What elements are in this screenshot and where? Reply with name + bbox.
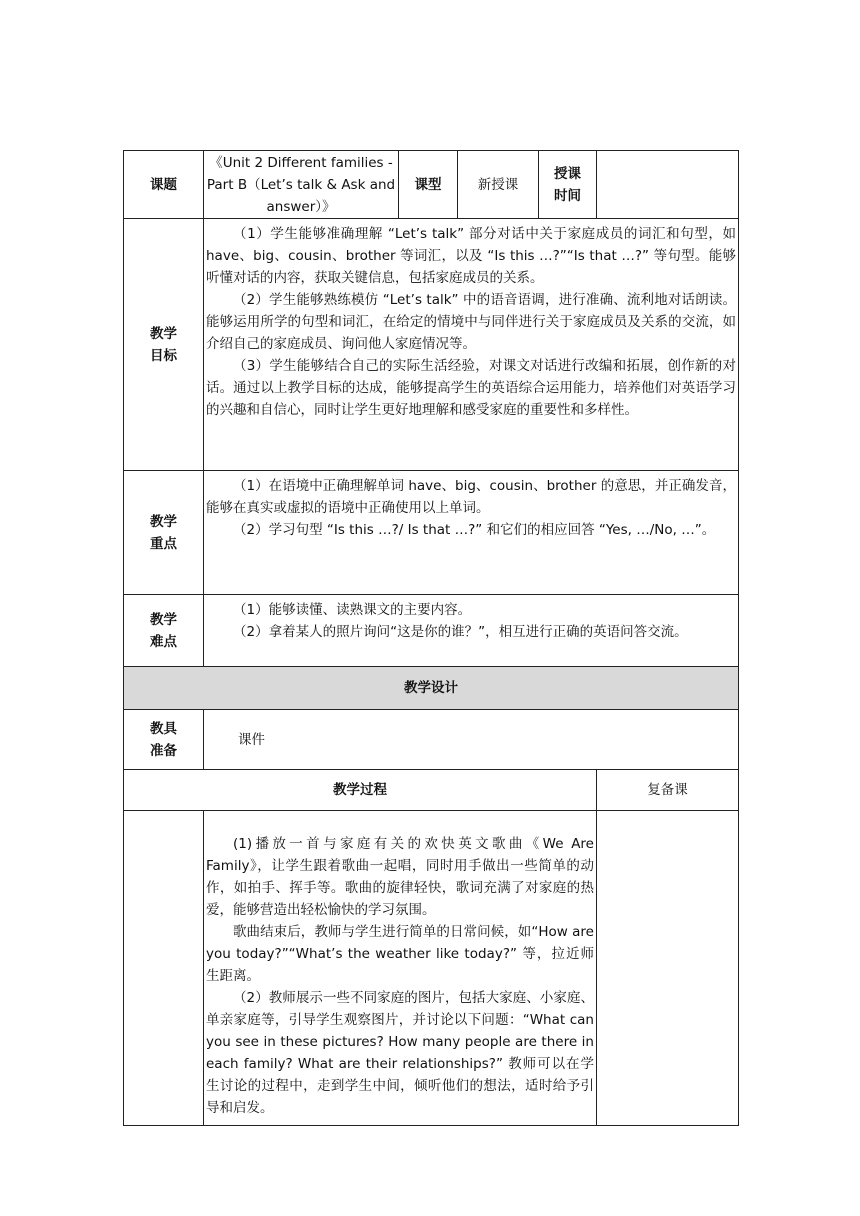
process-side-cell xyxy=(124,811,204,1126)
review-cell xyxy=(597,811,739,1126)
process-header-row xyxy=(124,770,739,811)
objectives-label xyxy=(124,219,204,471)
process-paragraph-2: 歌曲结束后，教师与学生进行简单的日常问候，如“How are you today?”“What’s the weather like today?” 等，拉近师生距离。 xyxy=(206,924,594,984)
tools-label-text: 教具准备 xyxy=(150,720,177,759)
tools-label xyxy=(124,710,204,770)
objectives-content xyxy=(204,219,739,471)
lesson-plan-sheet xyxy=(123,150,738,1126)
difficulty-paragraph-2: （2）拿着某人的照片询问“这是你的谁？”，相互进行正确的英语问答交流。 xyxy=(233,624,688,640)
difficulties-row xyxy=(124,595,739,667)
tools-value: 课件 xyxy=(204,710,739,770)
key-points-label-text: 教学重点 xyxy=(150,513,177,552)
lesson-plan-table xyxy=(123,150,739,1126)
objective-paragraph-2: （2）学生能够熟练模仿 “Let’s talk” 中的语音语调，进行准确、流利地对话朗读。能够运用所学的句型和词汇，在给定的情境中与同伴进行关于家庭成员及关系的交流，如介绍自己的家庭成员、询问他人家庭情况等。 xyxy=(206,292,736,352)
time-label xyxy=(539,151,597,219)
difficulties-label-text: 教学难点 xyxy=(150,611,177,650)
objective-paragraph-1: （1）学生能够准确理解 “Let’s talk” 部分对话中关于家庭成员的词汇和句型，如 have、big、cousin、brother 等词汇，以及 “Is this …?”“Is that …?” 等句型。能够听懂对话的内容，获取关键信息，包括家庭成员的关系。 xyxy=(206,226,736,286)
topic-label: 课题 xyxy=(124,151,204,219)
design-row xyxy=(124,667,739,710)
objectives-row xyxy=(124,219,739,471)
type-label: 课型 xyxy=(399,151,458,219)
difficulties-content xyxy=(204,595,739,667)
key-point-paragraph-2: （2）学习句型 “Is this …?/ Is that …?” 和它们的相应回答 “Yes, …/No, …”。 xyxy=(233,522,716,538)
tools-row xyxy=(124,710,739,770)
header-row xyxy=(124,151,739,219)
topic-value: 《Unit 2 Different families - Part B（Let’s talk & Ask and answer）》 xyxy=(204,151,399,219)
difficulties-label xyxy=(124,595,204,667)
process-title: 教学过程 xyxy=(124,770,597,811)
key-points-label xyxy=(124,471,204,595)
key-points-row xyxy=(124,471,739,595)
type-value: 新授课 xyxy=(458,151,539,219)
process-content xyxy=(204,811,597,1126)
process-paragraph-3: （2）教师展示一些不同家庭的图片，包括大家庭、小家庭、单亲家庭等，引导学生观察图片，并讨论以下问题：“What can you see in these pictures? How many people are there in each family? What are their relationships?” 教师可以在学生讨论的过程中，走到学生中间，倾听他们的想法，适时给予引导和启发。 xyxy=(206,990,594,1116)
key-point-paragraph-1: （1）在语境中正确理解单词 have、big、cousin、brother 的意思，并正确发音，能够在真实或虚拟的语境中正确使用以上单词。 xyxy=(206,478,736,516)
time-label-text: 授课时间 xyxy=(554,165,581,204)
review-label: 复备课 xyxy=(597,770,739,811)
design-title: 教学设计 xyxy=(124,667,739,710)
key-points-content xyxy=(204,471,739,595)
time-value xyxy=(597,151,739,219)
difficulty-paragraph-1: （1）能够读懂、读熟课文的主要内容。 xyxy=(233,602,472,618)
objective-paragraph-3: （3）学生能够结合自己的实际生活经验，对课文对话进行改编和拓展，创作新的对话。通过以上教学目标的达成，能够提高学生的英语综合运用能力，培养他们对英语学习的兴趣和自信心，同时让学生更好地理解和感受家庭的重要性和多样性。 xyxy=(206,358,736,418)
process-content-row xyxy=(124,811,739,1126)
process-paragraph-1: (1)播放一首与家庭有关的欢快英文歌曲《We Are Family》，让学生跟着歌曲一起唱，同时用手做出一些简单的动作，如拍手、挥手等。歌曲的旋律轻快，歌词充满了对家庭的热爱，能够营造出轻松愉快的学习氛围。 xyxy=(206,836,594,918)
objectives-label-text: 教学目标 xyxy=(150,325,177,364)
